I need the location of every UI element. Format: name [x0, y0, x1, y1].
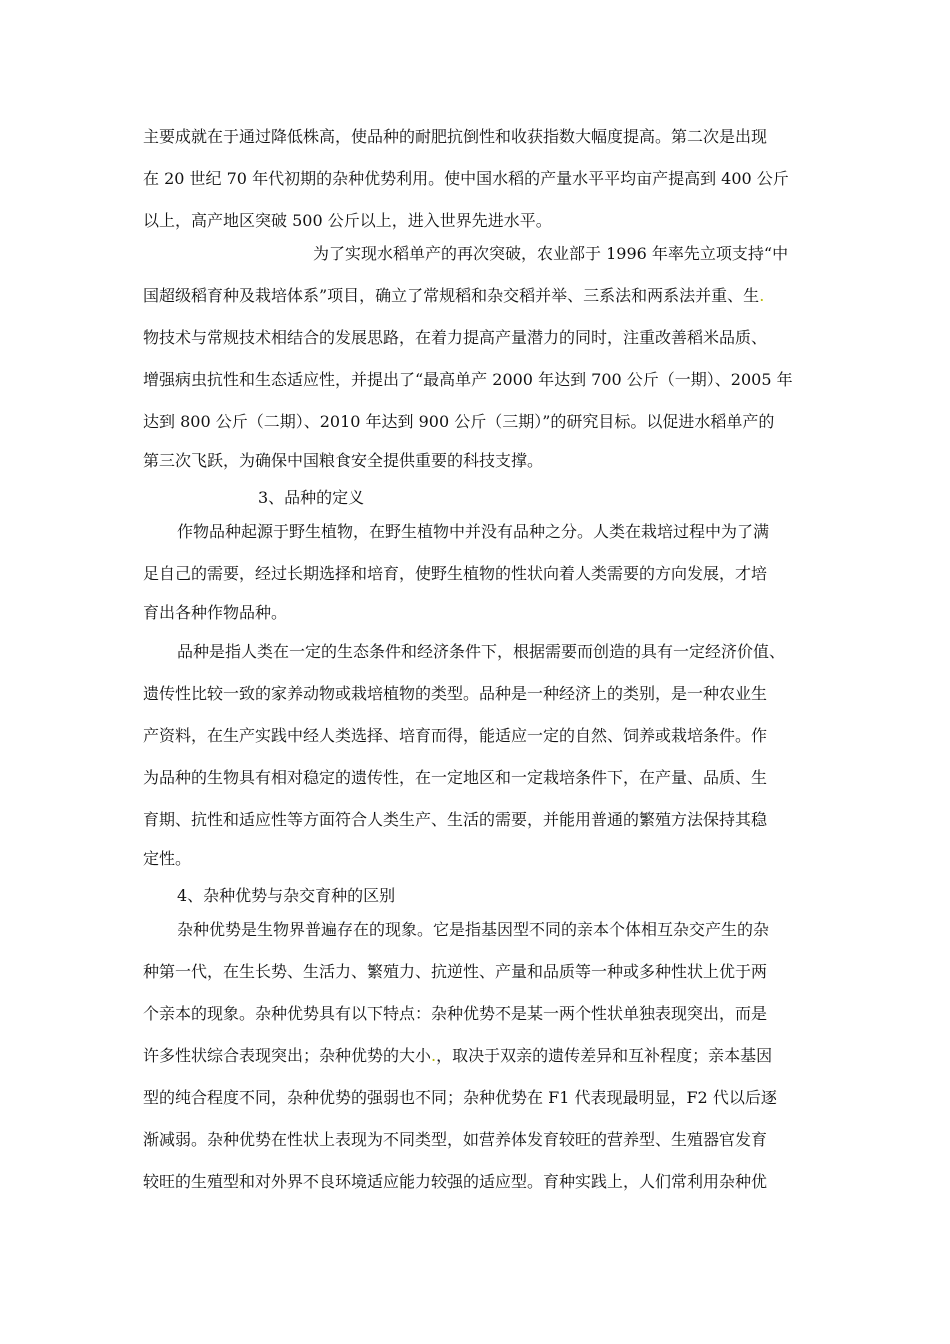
text-line: 种第一代，在生长势、生活力、繁殖力、抗逆性、产量和品质等一种或多种性状上优于两 — [143, 962, 768, 981]
text-line: 足自己的需要，经过长期选择和培育，使野生植物的性状向着人类需要的方向发展，才培 — [143, 564, 768, 583]
text-line: 增强病虫抗性和生态适应性，并提出了“最高单产 2000 年达到 700 公斤（一期）、2005 年 — [143, 370, 793, 389]
yellow-mark: . — [431, 1046, 437, 1065]
text-line — [143, 1046, 772, 1066]
text-line-content: 国超级稻育种及栽培体系”项目，确立了常规稻和杂交稻并举、三系法和两系法并重、生 — [143, 286, 760, 305]
text-line: 杂种优势是生物界普遍存在的现象。它是指基因型不同的亲本个体相互杂交产生的杂 — [177, 920, 770, 939]
text-line — [143, 286, 764, 306]
text-line: 定性。 — [143, 849, 192, 868]
text-line: 型的纯合程度不同，杂种优势的强弱也不同；杂种优势在 F1 代表现最明显，F2 代以后逐 — [143, 1088, 777, 1107]
text-line: 第三次飞跃，为确保中国粮食安全提供重要的科技支撑。 — [143, 451, 544, 470]
text-line-content: 许多性状综合表现突出；杂种优势的大小 — [143, 1046, 432, 1065]
text-line: 较旺的生殖型和对外界不良环境适应能力较强的适应型。育种实践上，人们常利用杂种优 — [143, 1172, 768, 1191]
text-line: 物技术与常规技术相结合的发展思路，在着力提高产量潜力的同时，注重改善稻米品质、 — [143, 328, 768, 347]
text-line: 渐减弱。杂种优势在性状上表现为不同类型，如营养体发育较旺的营养型、生殖器官发育 — [143, 1130, 768, 1149]
section-heading: 4、杂种优势与杂交育种的区别 — [177, 886, 396, 905]
text-line: 产资料，在生产实践中经人类选择、培育而得，能适应一定的自然、饲养或栽培条件。作 — [143, 726, 768, 745]
text-line: 在 20 世纪 70 年代初期的杂种优势利用。使中国水稻的产量水平平均亩产提高到 400 公斤 — [143, 169, 789, 188]
text-line: 遗传性比较一致的家养动物或栽培植物的类型。品种是一种经济上的类别，是一种农业生 — [143, 684, 768, 703]
text-line: 主要成就在于通过降低株高，使品种的耐肥抗倒性和收获指数大幅度提高。第二次是出现 — [143, 127, 768, 146]
text-line: 品种是指人类在一定的生态条件和经济条件下，根据需要而创造的具有一定经济价值、 — [177, 642, 786, 661]
text-line: 以上，高产地区突破 500 公斤以上，进入世界先进水平。 — [143, 211, 552, 230]
text-line-content: ，取决于双亲的遗传差异和互补程度；亲本基因 — [436, 1046, 773, 1065]
yellow-mark: . — [759, 286, 765, 305]
text-line: 达到 800 公斤（二期）、2010 年达到 900 公斤（三期）”的研究目标。以促进水稻单产的 — [143, 412, 775, 431]
text-line: 为了实现水稻单产的再次突破，农业部于 1996 年率先立项支持“中 — [313, 244, 789, 263]
text-line: 为品种的生物具有相对稳定的遗传性，在一定地区和一定栽培条件下，在产量、品质、生 — [143, 768, 768, 787]
text-line: 作物品种起源于野生植物，在野生植物中并没有品种之分。人类在栽培过程中为了满 — [177, 522, 770, 541]
section-heading: 3、品种的定义 — [258, 488, 365, 507]
text-line: 育出各种作物品种。 — [143, 603, 288, 622]
text-line: 育期、抗性和适应性等方面符合人类生产、生活的需要，并能用普通的繁殖方法保持其稳 — [143, 810, 768, 829]
text-line: 个亲本的现象。杂种优势具有以下特点：杂种优势不是某一两个性状单独表现突出，而是 — [143, 1004, 768, 1023]
